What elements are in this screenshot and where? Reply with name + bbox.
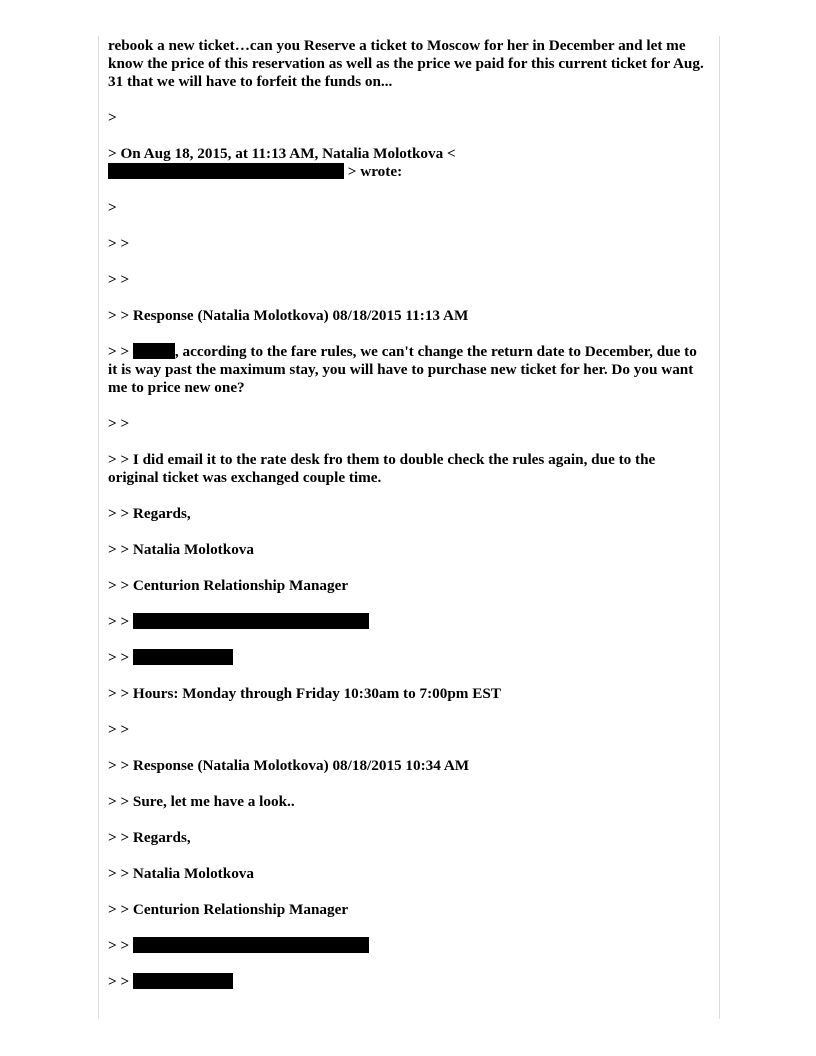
reply-header-text: > On Aug 18, 2015, at 11:13 AM, Natalia Molotkova < [108, 145, 456, 162]
quote-prefix: > > [108, 343, 130, 360]
quote-prefix: > > [108, 937, 130, 954]
signature-regards: > > Regards, [108, 829, 191, 846]
redacted-contact-block [133, 937, 369, 953]
signature-hours: > > Hours: Monday through Friday 10:30am to 7:00pm EST [108, 685, 501, 702]
reply-header-wrote: > wrote: [347, 163, 403, 180]
response-body-text: , according to the fare rules, we can't change the return date to December, due to it is way past the maximum stay, you will have to purchase new ticket for her. Do you want me to price new one? [108, 343, 697, 396]
signature-title: > > Centurion Relationship Manager [108, 577, 349, 594]
redacted-email-block [108, 163, 344, 179]
signature-redacted-line [108, 613, 708, 631]
email-thread [108, 37, 708, 1009]
redacted-phone-block [133, 973, 233, 989]
reply-header [108, 145, 708, 181]
quote-line: > > [108, 415, 130, 432]
signature-title: > > Centurion Relationship Manager [108, 901, 349, 918]
quote-prefix: > > [108, 613, 130, 630]
response-header: > > Response (Natalia Molotkova) 08/18/2015 10:34 AM [108, 757, 470, 774]
quote-line: > > [108, 271, 130, 288]
redacted-phone-block [133, 649, 233, 665]
response-body: > > Sure, let me have a look.. [108, 793, 295, 810]
response-body [108, 343, 708, 397]
redacted-contact-block [133, 613, 369, 629]
quote-line: > [108, 199, 117, 216]
opening-paragraph: rebook a new ticket…can you Reserve a ticket to Moscow for her in December and let me know the price of this reservation as well as the price we paid for this current ticket for Aug. 31 that we will have to forfeit the funds on... [108, 37, 704, 90]
quote-line: > > [108, 721, 130, 738]
signature-redacted-line [108, 649, 708, 667]
redacted-name-block [133, 343, 175, 359]
signature-name: > > Natalia Molotkova [108, 541, 254, 558]
signature-redacted-line [108, 973, 708, 991]
quote-prefix: > > [108, 973, 130, 990]
quote-line: > > [108, 235, 130, 252]
signature-regards: > > Regards, [108, 505, 191, 522]
signature-redacted-line [108, 937, 708, 955]
response-email-note: > > I did email it to the rate desk fro them to double check the rules again, due to the original ticket was exchanged couple time. [108, 451, 656, 486]
signature-name: > > Natalia Molotkova [108, 865, 254, 882]
quote-line: > [108, 109, 117, 126]
response-header: > > Response (Natalia Molotkova) 08/18/2015 11:13 AM [108, 307, 469, 324]
quote-prefix: > > [108, 649, 130, 666]
